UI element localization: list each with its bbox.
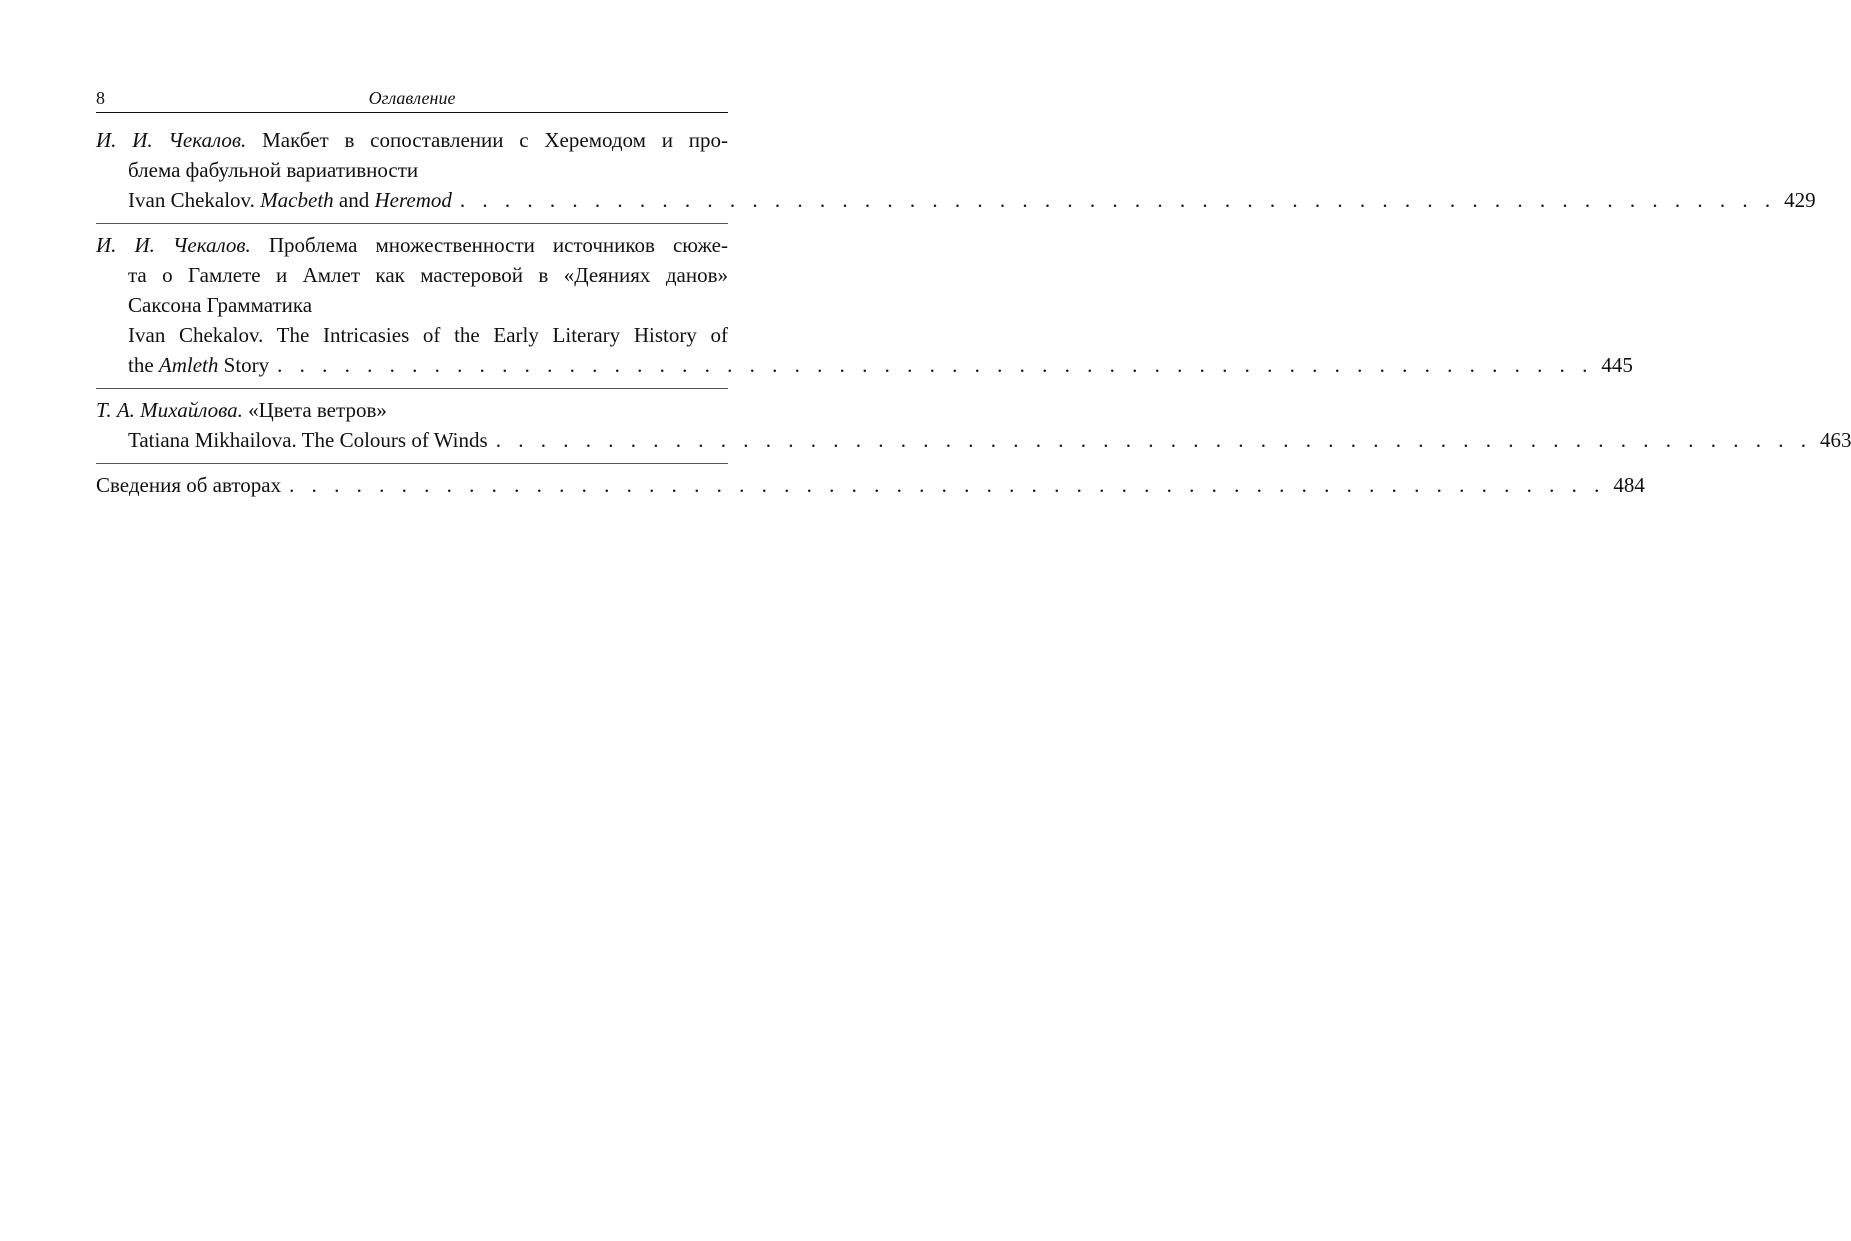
entry-line — [96, 470, 1645, 500]
running-title: Оглавление — [368, 88, 456, 108]
page-number: 8 — [96, 88, 105, 108]
entry-title-line: Саксона Грамматика — [128, 293, 313, 317]
entry-title-line — [96, 125, 728, 155]
entry-title-line — [96, 395, 728, 425]
entry-english-title: the Amleth Story — [128, 353, 270, 377]
toc-entry — [96, 230, 1633, 389]
entry-english-title: Tatiana Mikhailova. The Colours of Winds — [128, 428, 488, 452]
entry-title-text: Проблема множественности источников сюже- — [250, 233, 728, 257]
entry-page: 445 — [1601, 353, 1633, 377]
entry-title-line: та о Гамлете и Амлет как мастеровой в «Деяниях данов» — [128, 263, 728, 287]
dot-leader: . . . . . . . . . . . . . . . . . . . . . . . . . . . . . . . . . . . . . . . . . . . . . . . . . . . . . . . . . . . — [459, 188, 1777, 212]
entry-page: 429 — [1784, 188, 1816, 212]
toc-entry — [96, 470, 1645, 508]
toc-entry — [96, 125, 1816, 224]
dot-leader: . . . . . . . . . . . . . . . . . . . . . . . . . . . . . . . . . . . . . . . . . . . . . . . . . . . . . . . . . . . — [495, 428, 1812, 452]
entry-author: Т. А. Михайлова. — [96, 398, 243, 422]
entry-english-line — [96, 185, 1816, 215]
table-of-contents — [96, 125, 1851, 508]
entry-page: 484 — [1613, 473, 1645, 497]
entry-english-line: Ivan Chekalov. The Intricasies of the Early Literary History of — [128, 323, 728, 347]
entry-title-line — [96, 230, 728, 260]
dot-leader: . . . . . . . . . . . . . . . . . . . . . . . . . . . . . . . . . . . . . . . . . . . . . . . . . . . . . . . . . . . — [277, 353, 1594, 377]
entry-author: И. И. Чекалов. — [96, 128, 247, 152]
entry-title: Сведения об авторах — [96, 473, 282, 497]
entry-page: 463 — [1819, 428, 1851, 452]
page — [96, 84, 1851, 514]
entry-author: И. И. Чекалов. — [96, 233, 251, 257]
entry-title-line: блема фабульной вариативности — [128, 158, 419, 182]
toc-entry — [96, 395, 1851, 464]
entry-english-line — [96, 350, 1633, 380]
running-header — [96, 84, 728, 113]
entry-english-title: Ivan Chekalov. Macbeth and Heremod — [128, 188, 452, 212]
entry-title-text: Макбет в сопоставлении с Херемодом и про- — [246, 128, 728, 152]
entry-english-line — [96, 425, 1851, 455]
dot-leader: . . . . . . . . . . . . . . . . . . . . . . . . . . . . . . . . . . . . . . . . . . . . . . . . . . . . . . . . . . . — [289, 473, 1606, 497]
entry-title-text: «Цвета ветров» — [242, 398, 387, 422]
